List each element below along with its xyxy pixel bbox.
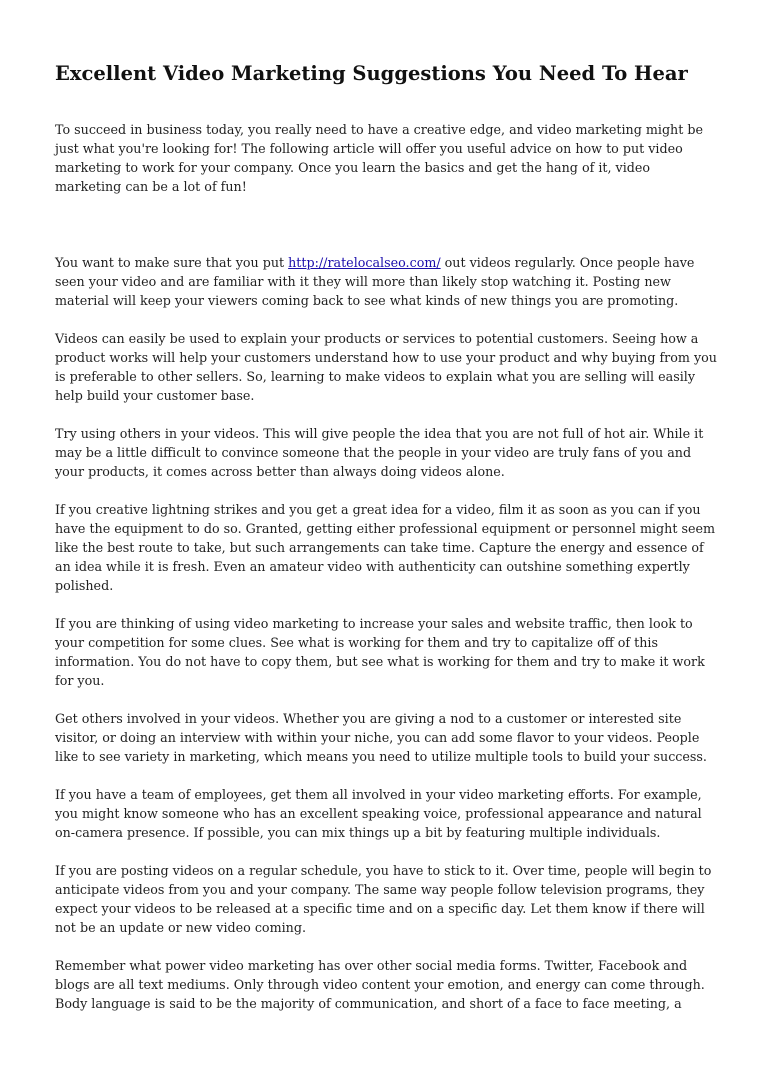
paragraph-text-before-link: You want to make sure that you put: [55, 255, 289, 270]
paragraph-regular-schedule: If you are posting videos on a regular schedule, you have to stick to it. Over time, people will begin to anticipate videos from you and your company. The same way people follow television programs, they expect your videos to be released at a specific time and on a specific day. Let them know if there will not be an update or new video coming.: [55, 863, 712, 935]
paragraph-text-after-link: out videos regularly. Once people have seen your video and are familiar with it they will more than likely stop watching it. Posting new material will keep your viewers coming back to see what kinds of new things you are promoting.: [55, 255, 695, 308]
document-page: [55, 60, 717, 1032]
document-title: Excellent Video Marketing Suggestions You Need To Hear: [55, 62, 688, 85]
paragraph-explain-products: Videos can easily be used to explain your products or services to potential customers. Seeing how a product works will help your customers understand how to use your product and why buying from you is preferable to other sellers. So, learning to make videos to explain what you are selling will easily help build your customer base.: [55, 331, 717, 403]
paragraph-power-of-video: Remember what power video marketing has over other social media forms. Twitter, Facebook and blogs are all text mediums. Only through video content your emotion, and energy can come through. Body language is said to be the majority of communication, and short of a face to face meeting, a: [55, 958, 705, 1011]
paragraph-get-others-involved: Get others involved in your videos. Whether you are giving a nod to a customer or interested site visitor, or doing an interview with within your niche, you can add some flavor to your videos. People like to see variety in marketing, which means you need to utilize multiple tools to build your success.: [55, 711, 707, 764]
ratelocalseo-link[interactable]: http://ratelocalseo.com/: [288, 255, 441, 270]
paragraph-competition: If you are thinking of using video marketing to increase your sales and website traffic, then look to your competition for some clues. See what is working for them and try to capitalize off of this information. You do not have to copy them, but see what is working for them and try to make it work for you.: [55, 616, 705, 688]
paragraph-team-of-employees: If you have a team of employees, get them all involved in your video marketing efforts. For example, you might know someone who has an excellent speaking voice, professional appearance and natural on-camera presence. If possible, you can mix things up a bit by featuring multiple individuals.: [55, 787, 702, 840]
paragraph-creative-lightning: If you creative lightning strikes and you get a great idea for a video, film it as soon as you can if you have the equipment to do so. Granted, getting either professional equipment or personnel might seem like the best route to take, but such arrangements can take time. Capture the energy and essence of an idea while it is fresh. Even an amateur video with authenticity can outshine something expertly polished.: [55, 502, 716, 593]
intro-paragraph: To succeed in business today, you really need to have a creative edge, and video marketing might be just what you're looking for! The following article will offer you useful advice on how to put video marketing to work for your company. Once you learn the basics and get the hang of it, video marketing can be a lot of fun!: [55, 122, 703, 194]
paragraph-with-link: [55, 253, 717, 310]
paragraph-use-others: Try using others in your videos. This will give people the idea that you are not full of hot air. While it may be a little difficult to convince someone that the people in your video are truly fans of you and your products, it comes across better than always doing videos alone.: [55, 426, 704, 479]
